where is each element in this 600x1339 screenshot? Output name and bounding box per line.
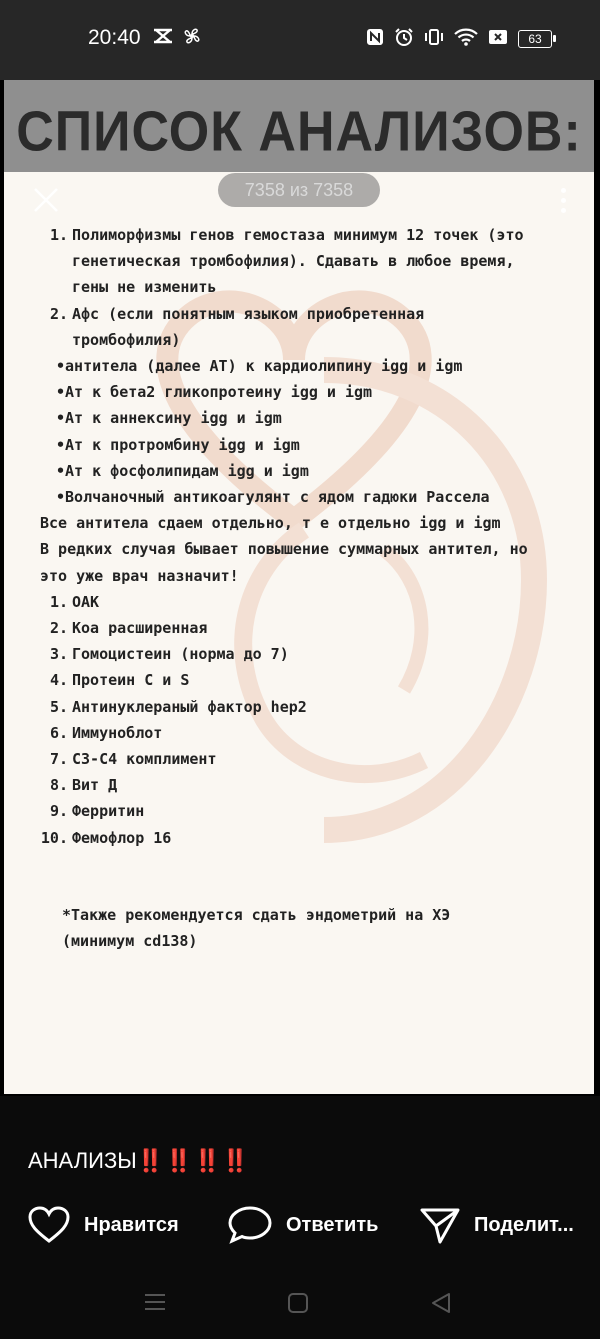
- numbered-item: [36, 720, 594, 746]
- share-label: Поделит...: [474, 1213, 574, 1236]
- status-right-icons: [366, 27, 552, 51]
- numbered-item: [36, 589, 594, 615]
- plain-line: Все антитела сдаем отдельно, т е отдельно igg и igm: [40, 514, 501, 533]
- image-counter: 7358 из 7358: [218, 173, 380, 207]
- bullet-item: • Ат к фосфолипидам igg и igm: [36, 458, 594, 484]
- item-text: Антинуклераный фактор hep2: [72, 697, 307, 716]
- item-number: 8.: [49, 776, 68, 795]
- comment-icon: [228, 1205, 272, 1245]
- item-text: Афс (если понятным языком приобретенная: [72, 304, 425, 323]
- post-caption: [28, 1148, 250, 1174]
- item-text: Иммуноблот: [72, 723, 163, 742]
- item-text: Ферритин: [72, 802, 145, 821]
- alarm-icon: [394, 27, 414, 51]
- bullet-item: • Ат к бета2 гликопротеину igg и igm: [36, 379, 594, 405]
- close-button[interactable]: [26, 180, 66, 220]
- nfc-icon: [366, 28, 384, 50]
- item-text: Протеин С и S: [72, 671, 190, 690]
- item-number: 7.: [49, 750, 68, 769]
- caption-emphasis: ‼️‼️‼️‼️: [136, 1148, 251, 1173]
- item-number: 2.: [49, 619, 68, 638]
- document-photo[interactable]: [4, 80, 594, 1094]
- item-continuation: гены не изменить: [72, 278, 217, 297]
- footnote-line: (минимум cd138): [62, 932, 198, 951]
- caption-text: АНАЛИЗЫ: [28, 1148, 137, 1173]
- home-icon[interactable]: [287, 1292, 309, 1314]
- reply-label: Ответить: [286, 1213, 379, 1236]
- status-bar: [0, 0, 600, 80]
- numbered-item: [36, 825, 594, 851]
- item-number: 3.: [49, 645, 68, 664]
- item-number: 10.: [40, 828, 68, 847]
- item-number: 4.: [49, 671, 68, 690]
- numbered-item: [36, 746, 594, 772]
- document-footnote: [62, 902, 582, 954]
- bullet-item: • Ат к аннексину igg и igm: [36, 405, 594, 431]
- image-viewer[interactable]: [0, 80, 600, 1096]
- numbered-item: [36, 615, 594, 641]
- item-text: Коа расширенная: [72, 619, 208, 638]
- close-icon: [33, 187, 59, 213]
- share-button[interactable]: [420, 1200, 574, 1250]
- item-text: ОАК: [72, 592, 100, 611]
- bullet-item: • антитела (далее АТ) к кардиолипину igg и igm: [36, 353, 594, 379]
- notification-x-icon: [152, 26, 174, 51]
- item-number: 6.: [49, 723, 68, 742]
- item-continuation: генетическая тромбофилия). Сдавать в любое время,: [72, 252, 515, 271]
- recent-apps-icon[interactable]: [144, 1292, 166, 1312]
- item-text: Полиморфизмы генов гемостаза минимум 12 точек (это: [72, 226, 524, 244]
- numbered-item: [36, 222, 594, 248]
- back-icon[interactable]: [430, 1292, 452, 1314]
- close-box-icon: [488, 29, 508, 49]
- footnote-line: *Также рекомендуется сдать эндометрий на ХЭ: [62, 906, 451, 924]
- more-options-button[interactable]: [548, 180, 578, 220]
- item-text: Вит Д: [72, 776, 118, 795]
- plain-line: это уже врач назначит!: [40, 566, 239, 585]
- numbered-item: [36, 798, 594, 824]
- numbered-item: [36, 641, 594, 667]
- action-bar: [0, 1200, 600, 1250]
- plain-line: В редких случая бывает повышение суммарных антител, но: [40, 540, 528, 559]
- status-time: 20:40: [88, 26, 141, 49]
- document-title: СПИСОК АНАЛИЗОВ:: [16, 100, 582, 164]
- item-number: 1.: [49, 226, 68, 244]
- document-body: [36, 222, 594, 851]
- heart-icon: [28, 1206, 70, 1244]
- dot: [561, 208, 566, 213]
- vibrate-icon: [424, 28, 444, 50]
- item-number: 5.: [49, 697, 68, 716]
- bullet-item: • Волчаночный антикоагулянт с ядом гадюки Рассела: [36, 484, 594, 510]
- item-text: С3-С4 комплимент: [72, 750, 217, 769]
- numbered-item: [36, 301, 594, 327]
- reply-button[interactable]: [228, 1200, 378, 1250]
- send-icon: [420, 1206, 460, 1244]
- like-button[interactable]: [28, 1200, 179, 1250]
- item-text: Гомоцистеин (норма до 7): [72, 645, 289, 664]
- battery-indicator: 63: [518, 30, 552, 48]
- status-left-icons: [152, 26, 202, 51]
- item-number: 9.: [49, 802, 68, 821]
- item-text: Фемофлор 16: [72, 828, 172, 847]
- system-nav-bar: [0, 1270, 600, 1339]
- numbered-item: [36, 667, 594, 693]
- fan-icon: [182, 26, 202, 51]
- item-continuation: тромбофилия): [72, 330, 181, 349]
- numbered-item: [36, 694, 594, 720]
- wifi-icon: [454, 28, 478, 50]
- like-label: Нравится: [84, 1213, 179, 1236]
- numbered-item: [36, 772, 594, 798]
- dot: [561, 198, 566, 203]
- bullet-item: • Ат к протромбину igg и igm: [36, 432, 594, 458]
- item-number: 1.: [49, 592, 68, 611]
- item-number: 2.: [49, 304, 68, 323]
- dot: [561, 188, 566, 193]
